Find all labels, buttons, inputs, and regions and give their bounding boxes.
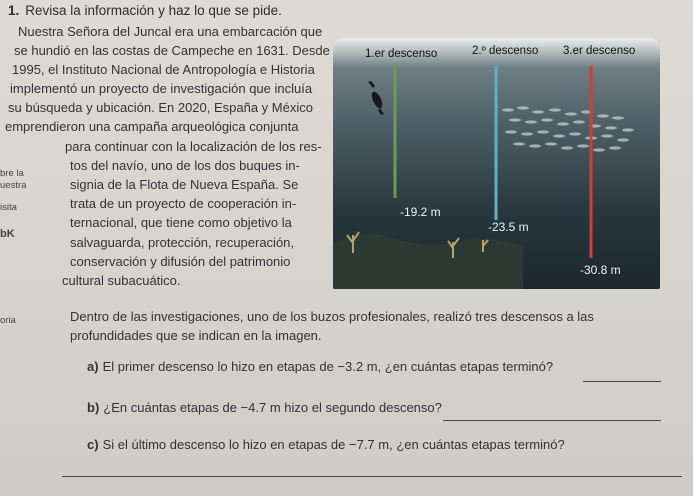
continuation-line: profundidades que se indican en la imagen.: [70, 328, 322, 343]
question-b-label: b): [87, 400, 100, 415]
question-a: [87, 359, 553, 374]
diver-figure: [368, 81, 384, 115]
question-c-label: c): [87, 437, 99, 452]
margin-note: uestra: [0, 180, 27, 191]
passage-line: emprendieron una campaña arqueológica conjunta: [5, 119, 299, 134]
passage-line: se hundió en las costas de Campeche en 1631. Desde: [14, 43, 330, 58]
fish-school: [502, 106, 634, 151]
diving-illustration: [333, 38, 660, 289]
descent-1-depth: -19.2 m: [400, 205, 441, 219]
passage-line: conservación y difusión del patrimonio: [70, 254, 291, 269]
question-b: [87, 400, 442, 415]
descent-2-header: 2.º descenso: [472, 45, 539, 57]
margin-note: bre la: [0, 168, 24, 179]
exercise-title: [8, 3, 282, 18]
margin-note: isita: [0, 202, 17, 213]
passage-line: ternacional, que tiene como objetivo la: [70, 215, 292, 230]
continuation-line: Dentro de las investigaciones, uno de los buzos profesionales, realizó tres descensos a las: [70, 309, 594, 324]
passage-line: implementó un proyecto de investigación que incluía: [10, 81, 313, 96]
answer-line-a[interactable]: [583, 381, 661, 382]
question-c-text: Si el último descenso lo hizo en etapas de −7.7 m, ¿en cuántas etapas terminó?: [102, 437, 565, 452]
descent-2-depth: -23.5 m: [488, 220, 529, 234]
descent-3-depth: -30.8 m: [580, 263, 621, 277]
question-a-label: a): [87, 359, 99, 374]
seafloor: [333, 234, 523, 289]
passage-line: para continuar con la localización de los res-: [65, 139, 322, 154]
passage-line: salvaguarda, protección, recuperación,: [70, 235, 295, 250]
answer-line-c[interactable]: [62, 476, 682, 477]
margin-note: bK: [0, 228, 15, 240]
passage-line: trata de un proyecto de cooperación in-: [70, 196, 297, 211]
diving-illustration-graphic: [333, 38, 660, 289]
question-b-text: ¿En cuántas etapas de −4.7 m hizo el segundo descenso?: [103, 400, 442, 415]
passage-line: tos del navío, uno de los dos buques in-: [70, 158, 300, 173]
passage-line: Nuestra Señora del Juncal era una embarcación que: [18, 24, 323, 39]
passage-line: 1995, el Instituto Nacional de Antropología e Historia: [12, 62, 315, 77]
exercise-number: 1.: [8, 3, 20, 18]
question-c: [87, 437, 565, 452]
exercise-instruction: Revisa la información y haz lo que se pide.: [25, 3, 282, 18]
passage-line: su búsqueda y ubicación. En 2020, España y México: [8, 100, 313, 115]
margin-note: oria: [0, 315, 16, 326]
question-a-text: El primer descenso lo hizo en etapas de −3.2 m, ¿en cuántas etapas terminó?: [102, 359, 554, 374]
passage-line: cultural subacuático.: [62, 273, 181, 288]
answer-line-b[interactable]: [443, 420, 661, 421]
descent-3-header: 3.er descenso: [563, 45, 636, 57]
passage-line: signia de la Flota de Nueva España. Se: [70, 177, 299, 192]
descent-1-header: 1.er descenso: [365, 48, 438, 60]
